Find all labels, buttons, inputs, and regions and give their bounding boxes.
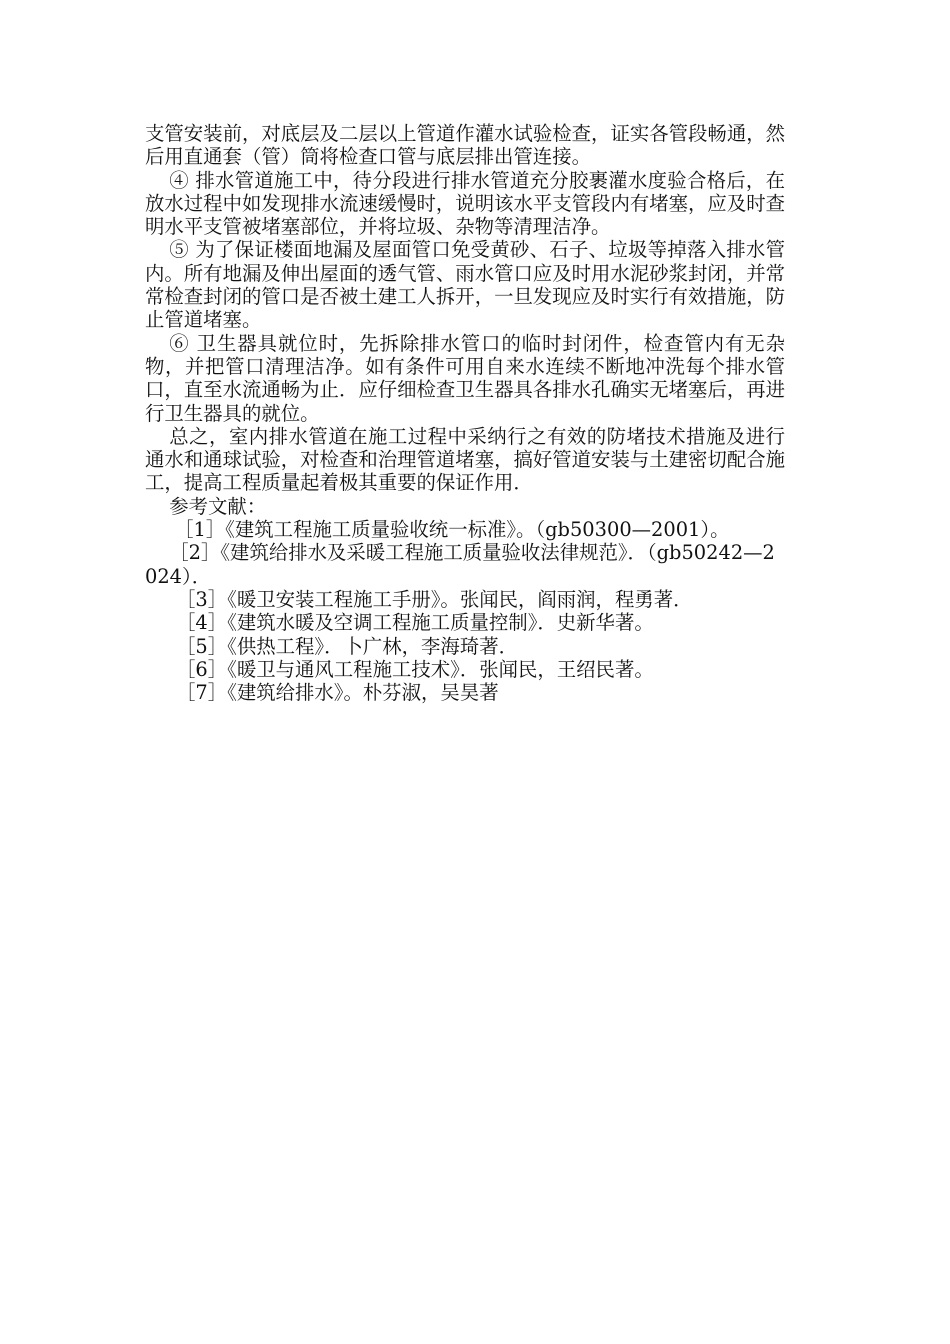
- reference-item-7: ［7］《建筑给排水》。朴芬淑，吴昊著: [176, 681, 499, 705]
- references-section: [145, 495, 785, 705]
- references-title: 参考文献：: [169, 494, 267, 518]
- reference-item-1: ［1］《建筑工程施工质量验收统一标准》。（gb50300—2001）。: [174, 518, 730, 542]
- paragraph-summary: 总之，室内排水管道在施工过程中采纳行之有效的防堵技术措施及进行通水和通球试验，对检查和治理管道堵塞，搞好管道安装与土建密切配合施工，提高工程质量起着极其重要的保证作用．: [145, 424, 785, 495]
- reference-item-2: ［2］《建筑给排水及采暖工程施工质量验收法律规范》．（gb50242—2024）．: [145, 541, 775, 588]
- reference-item-3: ［3］《暖卫安装工程施工手册》。张闻民，阎雨润，程勇著．: [176, 587, 693, 611]
- paragraph-item-5: ⑤ 为了保证楼面地漏及屋面管口免受黄砂、石子、垃圾等掉落入排水管内。所有地漏及伸出屋面的透气管、雨水管口应及时用水泥砂浆封闭，并常常检查封闭的管口是否被土建工人拆开，一旦发现应及时实行有效措施，防止管道堵塞。: [145, 238, 785, 332]
- paragraph-continuation: 支管安装前，对底层及二层以上管道作灌水试验检查，证实各管段畅通，然后用直通套（管）筒将检查口管与底层排出管连接。: [145, 122, 785, 169]
- paragraph-item-4: ④ 排水管道施工中，待分段进行排水管道充分胶裹灌水度验合格后，在放水过程中如发现排水流速缓慢时，说明该水平支管段内有堵塞，应及时查明水平支管被堵塞部位，并将垃圾、杂物等清理洁净。: [145, 168, 785, 239]
- reference-item-4: ［4］《建筑水暖及空调工程施工质量控制》．史新华著。: [176, 611, 654, 635]
- paragraph-item-6: ⑥ 卫生器具就位时，先拆除排水管口的临时封闭件，检查管内有无杂物，并把管口清理洁净。如有条件可用自来水连续不断地冲洗每个排水管口，直至水流通畅为止．应仔细检查卫生器具各排水孔确实无堵塞后，再进行卫生器具的就位。: [145, 331, 785, 425]
- reference-item-6: ［6］《暖卫与通风工程施工技术》．张闻民，王绍民著。: [176, 657, 654, 681]
- reference-item-5: ［5］《供热工程》．卜广林，李海琦著．: [176, 634, 518, 658]
- document-page: [145, 122, 785, 704]
